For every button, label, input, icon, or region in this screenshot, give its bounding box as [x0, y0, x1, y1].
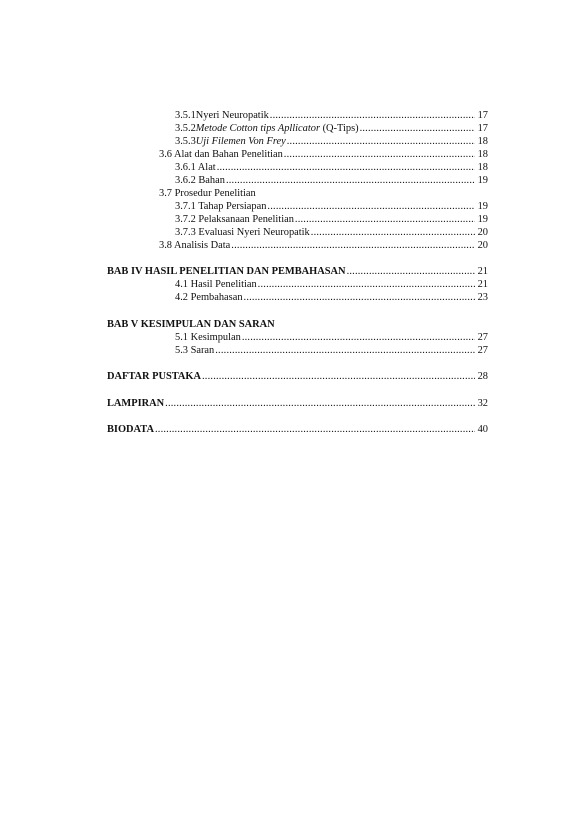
leader-dots: [226, 175, 475, 187]
toc-entry-label: 5.1 Kesimpulan: [175, 332, 241, 343]
toc-chapter-lampiran: [107, 398, 488, 410]
toc-entry-label: 3.7 Prosedur Penelitian: [159, 188, 256, 199]
toc-page-number: 19: [477, 201, 488, 212]
toc-page-number: 23: [477, 292, 488, 303]
toc-entry-number: 3.5.3: [175, 136, 196, 147]
toc-entry-3-6: [159, 149, 488, 161]
toc-entry-5-1: [175, 332, 488, 344]
toc-page-number: 19: [477, 214, 488, 225]
toc-entry-label: 3.7.1 Tahap Persiapan: [175, 201, 267, 212]
toc-entry-label: 5.3 Saran: [175, 345, 215, 356]
leader-dots: [270, 110, 475, 122]
toc-entry-label-italic: Metode Cotton tips Apllicator: [195, 123, 320, 134]
leader-dots: [360, 123, 475, 135]
toc-entry-label: 3.8 Analisis Data: [159, 240, 231, 251]
toc-entry-5-3: [175, 345, 488, 357]
toc-chapter-label: LAMPIRAN: [107, 398, 165, 409]
leader-dots: [155, 424, 475, 436]
toc-entry-3-8: [159, 240, 488, 252]
toc-chapter-label: BAB IV HASIL PENELITIAN DAN PEMBAHASAN: [107, 266, 346, 277]
toc-page-number: 28: [477, 371, 488, 382]
toc-entry-3-7-1: [175, 201, 488, 213]
leader-dots: [284, 149, 475, 161]
toc-chapter-biodata: [107, 424, 488, 436]
leader-dots: [202, 371, 475, 383]
toc-entry-label: 3.6.1 Alat: [175, 162, 216, 173]
toc-page-number: 18: [477, 162, 488, 173]
toc-page-number: 17: [477, 123, 488, 134]
toc-chapter-label: DAFTAR PUSTAKA: [107, 371, 201, 382]
toc-page-number: 20: [477, 240, 488, 251]
toc-entry-3-5-3: [175, 136, 488, 148]
leader-dots: [244, 292, 475, 304]
toc-entry-label: [196, 136, 286, 148]
toc-chapter-label: BIODATA: [107, 424, 154, 435]
toc-entry-label: 3.7.2 Pelaksanaan Penelitian: [175, 214, 294, 225]
toc-page-number: 18: [477, 149, 488, 160]
toc-entry-label: 3.6.2 Bahan: [175, 175, 225, 186]
toc-page-number: 27: [477, 345, 488, 356]
toc-entry-4-2: [175, 292, 488, 304]
toc-entry-label: Nyeri Neuropatik: [195, 110, 269, 121]
toc-page-number: 21: [477, 279, 488, 290]
toc-entry-label: 3.6 Alat dan Bahan Penelitian: [159, 149, 283, 160]
leader-dots: [165, 398, 475, 410]
leader-dots: [267, 201, 475, 213]
leader-dots: [311, 227, 475, 239]
leader-dots: [287, 136, 475, 148]
leader-dots: [295, 214, 475, 226]
toc-page-number: 40: [477, 424, 488, 435]
toc-entry-3-6-1: [175, 162, 488, 174]
toc-chapter-bab-v: [107, 319, 488, 331]
leader-dots: [347, 266, 475, 278]
toc-entry-label-rest: (Q-Tips): [319, 123, 359, 134]
toc-chapter-daftar-pustaka: [107, 371, 488, 383]
toc-entry-number: 3.5.2: [175, 123, 196, 134]
toc-entry-label: 4.2 Pembahasan: [175, 292, 243, 303]
toc-entry-3-7: [159, 188, 488, 200]
leader-dots: [242, 332, 475, 344]
leader-dots: [217, 162, 475, 174]
toc-entry-label-italic: Uji Filemen Von Frey: [195, 136, 286, 147]
toc-entry-label: 4.1 Hasil Penelitian: [175, 279, 257, 290]
toc-entry-3-5-2: [175, 123, 488, 135]
toc-entry-3-6-2: [175, 175, 488, 187]
toc-page-number: 32: [477, 398, 488, 409]
toc-page-number: 19: [477, 175, 488, 186]
toc-entry-3-5-1: [175, 110, 488, 122]
leader-dots: [258, 279, 475, 291]
toc-chapter-label: BAB V KESIMPULAN DAN SARAN: [107, 319, 275, 330]
toc-page-number: 18: [477, 136, 488, 147]
toc-entry-label: 3.7.3 Evaluasi Nyeri Neuropatik: [175, 227, 310, 238]
leader-dots: [231, 240, 475, 252]
toc-chapter-bab-iv: [107, 266, 488, 278]
toc-entry-3-7-3: [175, 227, 488, 239]
toc-page-number: 21: [477, 266, 488, 277]
toc-page-number: 27: [477, 332, 488, 343]
toc-entry-number: 3.5.1: [175, 110, 196, 121]
toc-entry-3-7-2: [175, 214, 488, 226]
toc-page-number: 20: [477, 227, 488, 238]
toc-entry-4-1: [175, 279, 488, 291]
toc-page-number: 17: [477, 110, 488, 121]
toc-entry-label: [196, 123, 359, 135]
leader-dots: [215, 345, 475, 357]
